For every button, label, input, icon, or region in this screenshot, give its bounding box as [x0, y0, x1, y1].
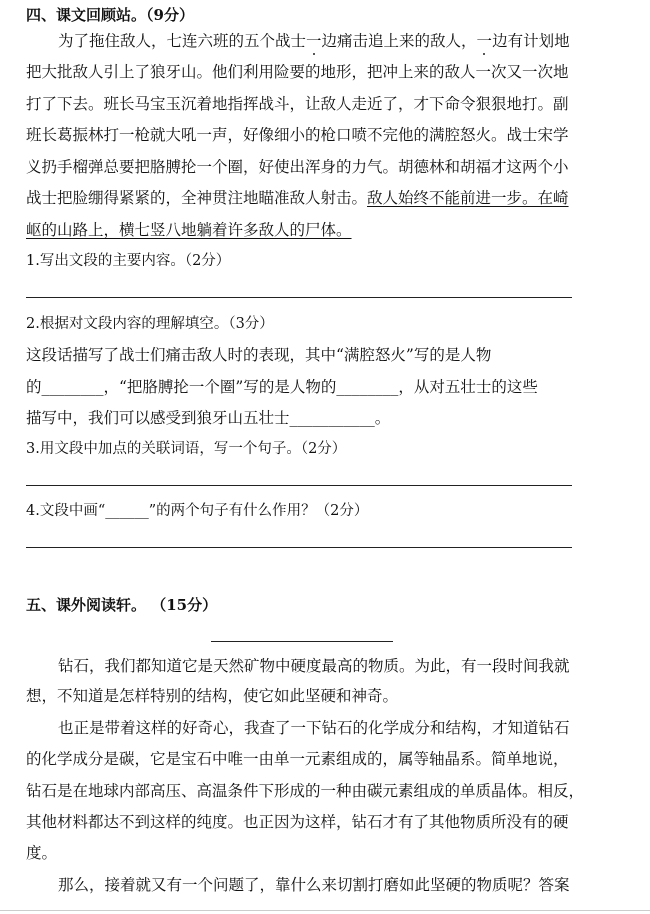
question-3: 3.用文段中加点的关联词语，写一个句子。（2分）	[26, 441, 347, 457]
question-2-line-3: 描写中，我们可以感受到狼牙山五壮士___________。	[26, 409, 391, 427]
reading-line-2: 想，不知道是怎样特别的结构，使它如此坚硬和神奇。	[26, 687, 399, 705]
question-2-line-2: 的________，“把胳膊抡一个圈”写的是人物的________，从对五壮士的这些	[26, 378, 538, 396]
passage-line-7	[26, 220, 352, 240]
answer-line-1[interactable]	[26, 297, 572, 298]
page-bottom-edge	[0, 910, 650, 911]
reading-line-7: 度。	[26, 844, 58, 862]
question-4: 4.文段中画“______”的两个句子有什么作用？（2分）	[26, 503, 369, 519]
reading-line-4: 的化学成分是碳，它是宝石中唯一由单一元素组成的，属等轴晶系。简单地说，	[26, 750, 569, 768]
passage-line-6: 战士把脸绷得紧紧的，全神贯注地瞄准敌人射击。敌人始终不能前进一步。在崎	[26, 189, 569, 207]
dotted-char: 一	[476, 32, 493, 50]
section4-heading: 四、课文回顾站。（9分）	[26, 6, 194, 24]
passage-line-1: 为了拖住敌人，七连六班的五个战士一边痛击追上来的敌人，一边有计划地	[58, 32, 570, 50]
underlined-sentence: 岖的山路上，横七竖八地躺着许多敌人的尸体。	[26, 221, 352, 239]
passage-line-5: 义扔手榴弹总要把胳膊抡一个圈，好使出浑身的力气。胡德林和胡福才这两个小	[26, 158, 569, 176]
question-2-title: 2.根据对文段内容的理解填空。（3分）	[26, 316, 274, 332]
reading-line-6: 其他材料都达不到这样的纯度。也正因为这样，钻石才有了其他物质所没有的硬	[26, 813, 569, 831]
passage-line-4: 班长葛振林打一枪就大吼一声，好像细小的枪口喷不完他的满腔怒火。战士宋学	[26, 126, 569, 144]
section5-heading: 五、课外阅读轩。 （15分）	[26, 596, 218, 614]
underlined-sentence: 敌人始终不能前进一步。在崎	[367, 189, 569, 207]
dotted-char: 一	[306, 32, 322, 50]
question-2-line-1: 这段话描写了战士们痛击敌人时的表现，其中“满腔怒火”写的是人物	[26, 346, 492, 364]
question-1: 1.写出文段的主要内容。（2分）	[26, 253, 231, 269]
passage-title-blank[interactable]	[211, 641, 393, 642]
reading-line-3: 也正是带着这样的好奇心，我查了一下钻石的化学成分和结构，才知道钻石	[58, 719, 570, 737]
reading-line-5: 钻石是在地球内部高压、高温条件下形成的一种由碳元素组成的单质晶体。相反，	[26, 782, 585, 800]
answer-line-3[interactable]	[26, 485, 572, 486]
reading-line-1: 钻石，我们都知道它是天然矿物中硬度最高的物质。为此，有一段时间我就	[58, 657, 570, 675]
passage-line-3: 打了下去。班长马宝玉沉着地指挥战斗，让敌人走近了，才下命令狠狠地打。副	[26, 95, 569, 113]
reading-line-8: 那么，接着就又有一个问题了，靠什么来切割打磨如此坚硬的物质呢？答案	[58, 876, 570, 894]
answer-line-4[interactable]	[26, 547, 572, 548]
passage-line-2: 把大批敌人引上了狼牙山。他们利用险要的地形，把冲上来的敌人一次又一次地	[26, 63, 569, 81]
